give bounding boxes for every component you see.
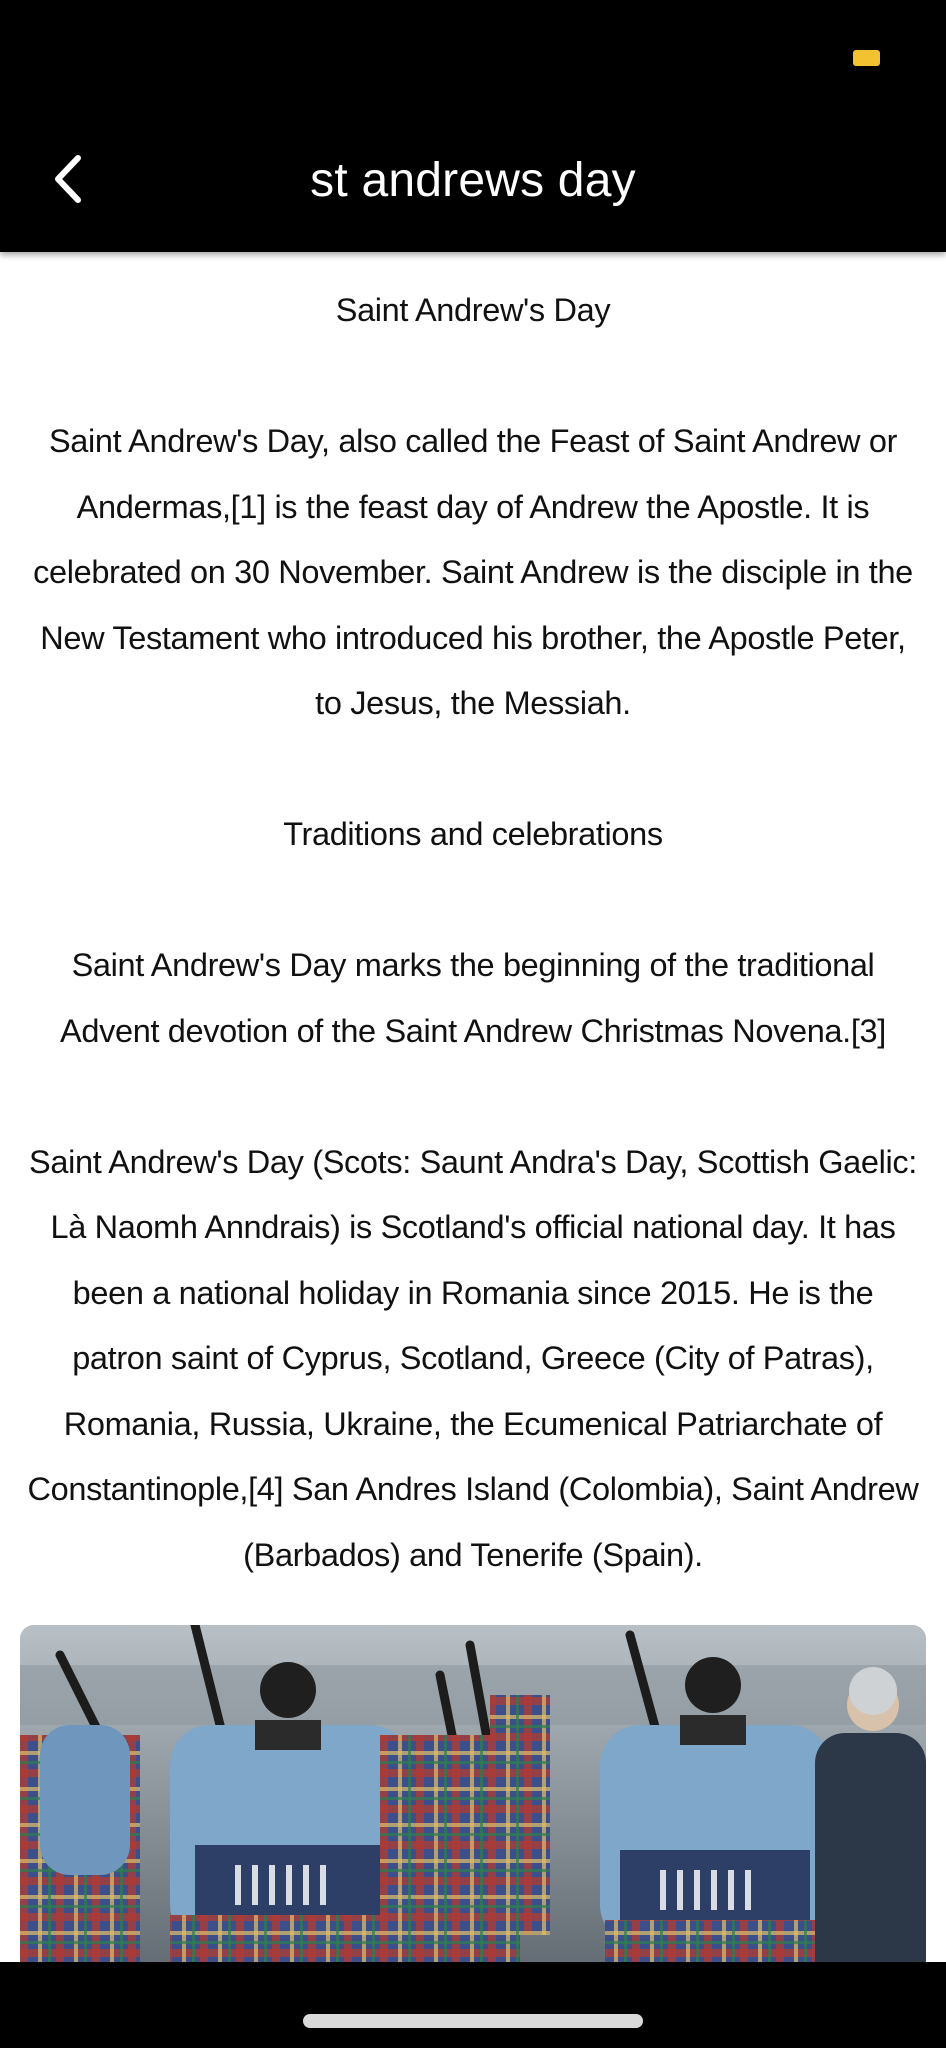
section-heading: Traditions and celebrations	[283, 816, 663, 852]
home-indicator[interactable]	[303, 2014, 643, 2028]
status-bar	[0, 0, 946, 115]
article-paragraph-advent: Saint Andrew's Day marks the beginning of the traditional Advent devotion of the Saint Andrew Christmas Novena.[3]	[60, 947, 886, 1049]
spacer	[26, 344, 920, 410]
article-paragraph-national-day: Saint Andrew's Day (Scots: Saunt Andra's Day, Scottish Gaelic: Là Naomh Anndrais) is Scotland's official national day. It has been a national holiday in Romania since 2015. He is the patron saint of Cyprus, Scotland, Greece (City of Patras), Romania, Russia, Ukraine, the Ecumenical Patriarchate of Constantinople,[4] San Andres Island (Colombia), Saint Andrew (Barbados) and Tenerife (Spain).	[27, 1143, 919, 1573]
spacer	[26, 737, 920, 803]
article-body	[0, 252, 946, 1588]
spacer	[26, 868, 920, 934]
pipers-illustration	[20, 1625, 926, 1962]
spacer	[26, 1064, 920, 1130]
article-paragraph-intro: Saint Andrew's Day, also called the Feast of Saint Andrew or Andermas,[1] is the feast day of Andrew the Apostle. It is celebrated on 30 November. Saint Andrew is the disciple in the New Testament who introduced his brother, the Apostle Peter, to Jesus, the Messiah.	[33, 423, 913, 721]
bottom-bar	[0, 1962, 946, 2048]
article-content[interactable]	[0, 252, 946, 1962]
battery-icon	[853, 50, 880, 66]
page-title: st andrews day	[310, 154, 636, 207]
app-header	[0, 115, 946, 252]
article-photo-pipers	[20, 1625, 926, 1962]
article-title: Saint Andrew's Day	[335, 292, 611, 328]
